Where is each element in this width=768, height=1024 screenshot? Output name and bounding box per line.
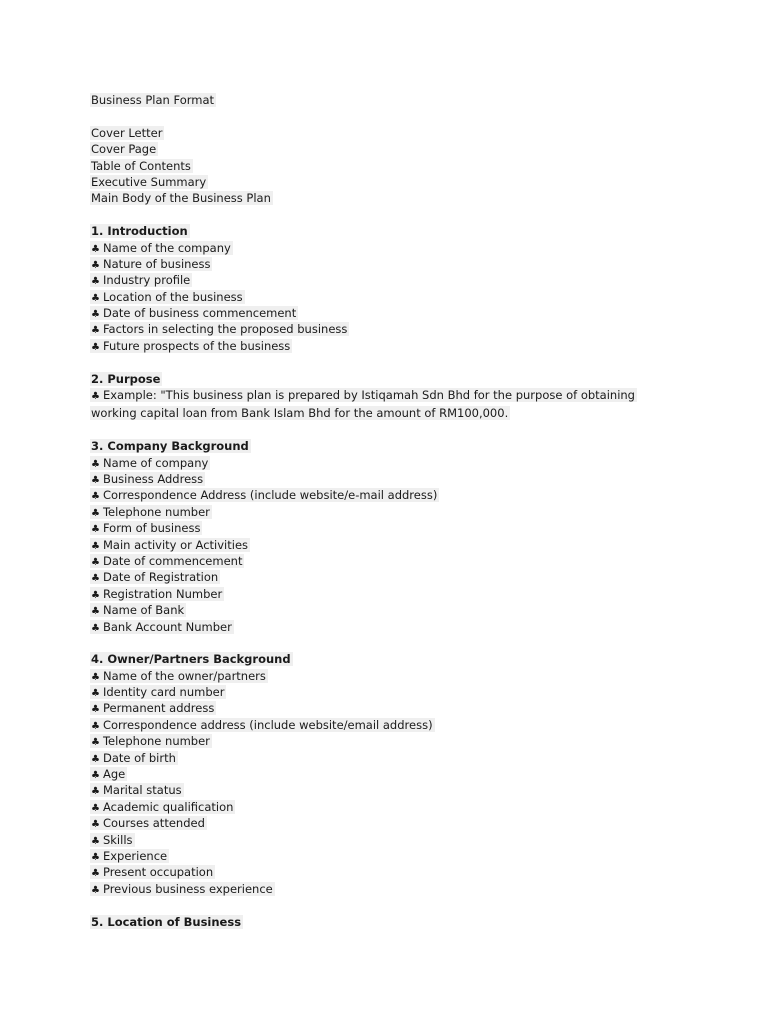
- front-matter-item-text: Table of Contents: [91, 158, 191, 173]
- bullet-icon: ♣: [91, 391, 100, 403]
- section-heading-text: 1. Introduction: [91, 224, 188, 239]
- list-item: [90, 487, 690, 503]
- list-item: [90, 717, 690, 733]
- list-item: [90, 586, 690, 602]
- bullet-icon: ♣: [91, 802, 100, 814]
- bullet-icon: ♣: [91, 688, 100, 700]
- section-heading-text: 3. Company Background: [91, 439, 249, 454]
- list-item-text: Date of commencement: [102, 553, 243, 568]
- list-item-text: Name of company: [102, 455, 209, 470]
- front-matter-item: [90, 141, 690, 157]
- list-item: [90, 881, 690, 897]
- bullet-icon: ♣: [91, 819, 100, 831]
- spacer: [90, 207, 690, 223]
- list-item-body: [90, 241, 233, 255]
- spacer: [90, 635, 690, 651]
- list-item: [90, 815, 690, 831]
- list-item-body: [90, 472, 205, 486]
- bullet-icon: ♣: [91, 524, 100, 536]
- list-item: [90, 289, 690, 305]
- spacer: [90, 897, 690, 913]
- front-matter-item: [90, 158, 690, 174]
- bullet-icon: ♣: [91, 770, 100, 782]
- bullet-icon: ♣: [91, 556, 100, 568]
- list-item-body: [90, 718, 435, 732]
- bullet-icon: ♣: [91, 573, 100, 585]
- list-item-text: Correspondence address (include website/email address): [102, 717, 433, 732]
- list-item: [90, 321, 690, 337]
- list-item: [90, 750, 690, 766]
- document-title-text: Business Plan Format: [91, 93, 215, 107]
- list-item: [90, 668, 690, 684]
- section-heading-text: 4. Owner/Partners Background: [91, 652, 291, 667]
- document-body: [90, 92, 690, 930]
- list-item-body: [90, 554, 244, 568]
- list-item: [90, 569, 690, 585]
- section-heading: [90, 438, 690, 454]
- bullet-icon: ♣: [91, 606, 100, 618]
- list-item: [90, 832, 690, 848]
- list-item-text: Telephone number: [102, 734, 210, 749]
- front-matter-item-text: Cover Page: [91, 142, 157, 157]
- section-heading: [90, 223, 690, 239]
- section-heading: [90, 651, 690, 667]
- front-matter-list: [90, 125, 690, 207]
- list-item-text: Name of the owner/partners: [102, 668, 266, 683]
- list-item: [90, 305, 690, 321]
- list-item-body: [90, 669, 268, 683]
- bullet-icon: ♣: [91, 852, 100, 863]
- list-item-text: Telephone number: [102, 504, 210, 519]
- list-item-text: Permanent address: [102, 701, 215, 716]
- list-item-body: [90, 767, 127, 781]
- list-item-body: [90, 456, 210, 470]
- list-item-body: [90, 290, 245, 304]
- list-item-body: [90, 257, 212, 271]
- list-item-text: Identity card number: [102, 685, 225, 700]
- list-item-body: [90, 865, 215, 879]
- list-item-text: Age: [102, 767, 126, 782]
- list-item: [90, 684, 690, 700]
- list-item-text: Correspondence Address (include website/e-mail address): [102, 488, 438, 503]
- spacer: [90, 422, 690, 438]
- list-item-body: [90, 882, 275, 896]
- list-item-text: Previous business experience: [102, 881, 273, 896]
- list-item-body: [90, 734, 212, 748]
- bullet-icon: ♣: [91, 589, 100, 601]
- spacer: [90, 108, 690, 124]
- section-paragraph-text: [90, 388, 637, 420]
- list-item-body: [90, 685, 226, 699]
- list-item: [90, 766, 690, 782]
- list-item: [90, 272, 690, 288]
- list-item-body: [90, 322, 349, 336]
- list-item-body: [90, 783, 184, 797]
- section-heading: [90, 371, 690, 387]
- list-item: [90, 520, 690, 536]
- list-item-text: Form of business: [102, 521, 201, 536]
- list-item-text: Name of Bank: [102, 603, 185, 618]
- list-item: [90, 240, 690, 256]
- list-item-body: [90, 620, 234, 634]
- list-item-body: [90, 751, 178, 765]
- list-item-text: Main activity or Activities: [102, 537, 249, 552]
- bullet-icon: ♣: [91, 786, 100, 798]
- bullet-icon: ♣: [91, 276, 100, 288]
- list-item: [90, 338, 690, 354]
- list-item-text: Skills: [102, 832, 133, 847]
- bullet-icon: ♣: [91, 868, 100, 880]
- list-item-body: [90, 833, 135, 847]
- bullet-icon: ♣: [91, 458, 100, 470]
- section-heading: [90, 914, 690, 930]
- list-item-text: Registration Number: [102, 586, 223, 601]
- bullet-icon: ♣: [91, 884, 100, 896]
- list-item-text: Academic qualification: [102, 799, 234, 814]
- list-item-body: [90, 587, 224, 601]
- bullet-icon: ♣: [91, 737, 100, 749]
- bullet-icon: ♣: [91, 259, 100, 271]
- list-item-text: Future prospects of the business: [102, 338, 291, 353]
- bullet-icon: ♣: [91, 835, 100, 847]
- list-item: [90, 619, 690, 635]
- list-item-body: [90, 816, 207, 830]
- list-item: [90, 504, 690, 520]
- list-item: [90, 700, 690, 716]
- bullet-icon: ♣: [91, 540, 100, 552]
- front-matter-item: [90, 174, 690, 190]
- list-item-text: Business Address: [102, 472, 204, 487]
- list-item-text: Factors in selecting the proposed business: [102, 322, 348, 337]
- list-item: [90, 799, 690, 815]
- front-matter-item-text: Main Body of the Business Plan: [91, 191, 271, 206]
- bullet-icon: ♣: [91, 341, 100, 353]
- bullet-icon: ♣: [91, 292, 100, 304]
- list-item-text: Nature of business: [102, 256, 211, 271]
- list-item-body: [90, 505, 212, 519]
- list-item-text: Industry profile: [102, 273, 191, 288]
- list-item: [90, 553, 690, 569]
- list-item-body: [90, 488, 439, 502]
- bullet-icon: ♣: [91, 243, 100, 255]
- bullet-icon: ♣: [91, 720, 100, 732]
- paragraph-text: Example: "This business plan is prepared by Istiqamah Sdn Bhd for the purpose of obtaining working capital loan from Bank Islam Bhd for the amount of RM100,000.: [91, 388, 635, 421]
- bullet-icon: ♣: [91, 704, 100, 716]
- section-paragraph: [90, 387, 650, 422]
- list-item-text: Courses attended: [102, 816, 205, 831]
- list-item: [90, 455, 690, 471]
- list-item-body: [90, 570, 220, 584]
- spacer: [90, 354, 690, 370]
- list-item-text: Bank Account Number: [102, 619, 232, 634]
- list-item-body: [90, 521, 202, 535]
- bullet-icon: ♣: [91, 475, 100, 487]
- list-item-body: [90, 339, 292, 353]
- list-item: [90, 537, 690, 553]
- document-title: [90, 92, 690, 108]
- list-item: [90, 848, 690, 864]
- list-item: [90, 864, 690, 880]
- list-item-body: [90, 800, 235, 814]
- list-item: [90, 602, 690, 618]
- list-item-text: Experience: [102, 849, 168, 863]
- list-item-text: Name of the company: [102, 240, 231, 255]
- list-item-body: [90, 538, 250, 552]
- list-item-text: Present occupation: [102, 865, 214, 880]
- list-item-text: Date of business commencement: [102, 306, 297, 321]
- front-matter-item: [90, 190, 690, 206]
- list-item-body: [90, 306, 298, 320]
- list-item-body: [90, 849, 169, 863]
- list-item-text: Location of the business: [102, 289, 243, 304]
- list-item: [90, 733, 690, 749]
- bullet-icon: ♣: [91, 507, 100, 519]
- list-item-text: Date of Registration: [102, 570, 219, 585]
- bullet-icon: ♣: [91, 753, 100, 765]
- bullet-icon: ♣: [91, 309, 100, 321]
- list-item: [90, 256, 690, 272]
- list-item-text: Marital status: [102, 783, 182, 798]
- front-matter-item-text: Cover Letter: [91, 125, 163, 140]
- list-item: [90, 471, 690, 487]
- list-item: [90, 782, 690, 798]
- bullet-icon: ♣: [91, 325, 100, 337]
- bullet-icon: ♣: [91, 491, 100, 503]
- sections-container: [90, 223, 690, 930]
- section-heading-text: 2. Purpose: [91, 371, 161, 386]
- list-item-text: Date of birth: [102, 750, 176, 765]
- list-item-body: [90, 603, 186, 617]
- list-item-body: [90, 701, 216, 715]
- list-item-body: [90, 273, 192, 287]
- section-heading-text: 5. Location of Business: [91, 914, 242, 929]
- bullet-icon: ♣: [91, 671, 100, 683]
- front-matter-item-text: Executive Summary: [91, 174, 207, 189]
- bullet-icon: ♣: [91, 622, 100, 634]
- front-matter-item: [90, 125, 690, 141]
